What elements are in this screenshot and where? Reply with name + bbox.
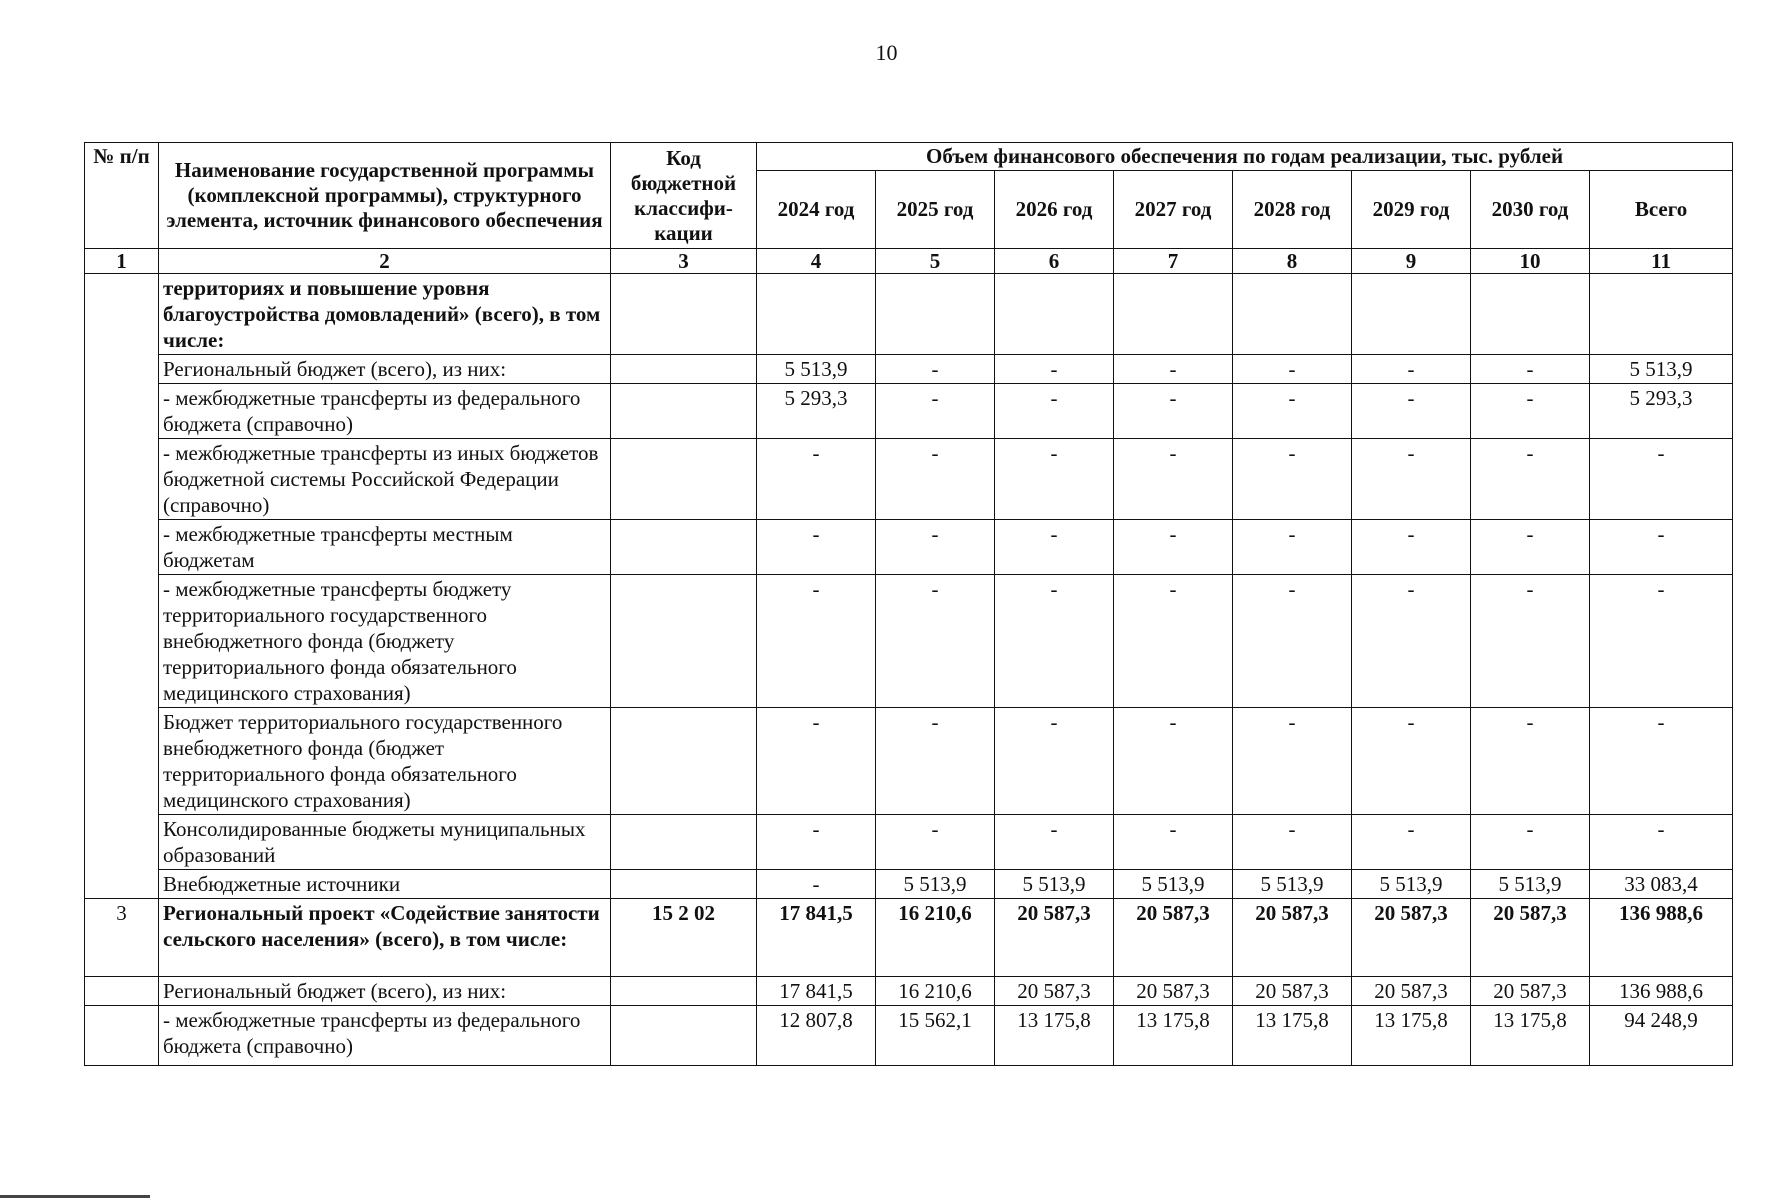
- row-name: территориях и повышение уровня благоустройства домовладений» (всего), в том числе:: [159, 274, 611, 355]
- header-total: Всего: [1590, 171, 1733, 249]
- column-number: 3: [611, 249, 757, 274]
- column-number: 1: [85, 249, 159, 274]
- row-value: -: [1471, 439, 1590, 520]
- column-number: 10: [1471, 249, 1590, 274]
- row-value: -: [876, 355, 995, 384]
- row-value: [995, 274, 1114, 355]
- row-value: [876, 274, 995, 355]
- column-number: 4: [757, 249, 876, 274]
- row-code: 15 2 02: [611, 899, 757, 977]
- row-name: - межбюджетные трансферты бюджету территориального государственного внебюджетного фонда (бюджету территориального фонда обязательного медицинского страхования): [159, 575, 611, 708]
- row-value: 16 210,6: [876, 899, 995, 977]
- column-number: 11: [1590, 249, 1733, 274]
- table-row: [85, 899, 1733, 977]
- row-code: [611, 274, 757, 355]
- row-value: -: [995, 708, 1114, 815]
- row-code: [611, 815, 757, 870]
- row-value: -: [876, 815, 995, 870]
- column-numbers-row: [85, 249, 1733, 274]
- row-value: -: [995, 384, 1114, 439]
- row-value: -: [876, 439, 995, 520]
- row-value: -: [757, 815, 876, 870]
- row-value: 5 513,9: [1233, 870, 1352, 899]
- row-total: -: [1590, 815, 1733, 870]
- row-value: 20 587,3: [1114, 899, 1233, 977]
- row-name: - межбюджетные трансферты из иных бюджетов бюджетной системы Российской Федерации (справочно): [159, 439, 611, 520]
- row-code: [611, 355, 757, 384]
- row-name: - межбюджетные трансферты из федерального бюджета (справочно): [159, 384, 611, 439]
- header-code: Код бюджетной классифи-кации: [611, 143, 757, 249]
- row-total: -: [1590, 520, 1733, 575]
- row-value: -: [757, 708, 876, 815]
- row-value: 20 587,3: [1352, 977, 1471, 1006]
- row-code: [611, 870, 757, 899]
- row-total: 94 248,9: [1590, 1006, 1733, 1066]
- row-value: 13 175,8: [1352, 1006, 1471, 1066]
- row-value: 20 587,3: [1471, 899, 1590, 977]
- row-code: [611, 439, 757, 520]
- row-value: -: [757, 575, 876, 708]
- table-row: [85, 815, 1733, 870]
- table-row: [85, 575, 1733, 708]
- row-value: [1352, 274, 1471, 355]
- row-code: [611, 1006, 757, 1066]
- row-value: -: [1233, 575, 1352, 708]
- column-number: 6: [995, 249, 1114, 274]
- row-code: [611, 977, 757, 1006]
- row-number: [85, 977, 159, 1006]
- header-num: № п/п: [85, 143, 159, 249]
- table-row: [85, 274, 1733, 355]
- financing-table: [84, 142, 1733, 1066]
- row-number: [85, 274, 159, 899]
- row-value: -: [1233, 439, 1352, 520]
- row-value: -: [1233, 815, 1352, 870]
- page-number: 10: [875, 40, 898, 65]
- row-value: -: [876, 384, 995, 439]
- row-value: -: [1114, 520, 1233, 575]
- table-row: [85, 708, 1733, 815]
- row-value: -: [1471, 384, 1590, 439]
- row-value: 17 841,5: [757, 899, 876, 977]
- table-row: [85, 977, 1733, 1006]
- row-total: 33 083,4: [1590, 870, 1733, 899]
- row-value: -: [1471, 520, 1590, 575]
- row-value: -: [995, 439, 1114, 520]
- row-value: -: [1471, 355, 1590, 384]
- row-value: -: [1114, 815, 1233, 870]
- row-value: -: [757, 870, 876, 899]
- row-value: -: [1114, 439, 1233, 520]
- row-total: 136 988,6: [1590, 977, 1733, 1006]
- row-total: 5 293,3: [1590, 384, 1733, 439]
- table-row: [85, 439, 1733, 520]
- header-volume: Объем финансового обеспечения по годам реализации, тыс. рублей: [757, 143, 1733, 171]
- row-value: [1233, 274, 1352, 355]
- row-value: 20 587,3: [995, 899, 1114, 977]
- row-number: 3: [85, 899, 159, 977]
- row-total: -: [1590, 575, 1733, 708]
- row-value: -: [1233, 355, 1352, 384]
- row-value: 20 587,3: [1233, 899, 1352, 977]
- row-code: [611, 575, 757, 708]
- header-year: 2029 год: [1352, 171, 1471, 249]
- header-year: 2026 год: [995, 171, 1114, 249]
- row-value: 16 210,6: [876, 977, 995, 1006]
- column-number: 8: [1233, 249, 1352, 274]
- column-number: 7: [1114, 249, 1233, 274]
- row-total: 5 513,9: [1590, 355, 1733, 384]
- column-number: 5: [876, 249, 995, 274]
- row-value: [1114, 274, 1233, 355]
- row-value: -: [757, 439, 876, 520]
- row-value: 5 513,9: [1471, 870, 1590, 899]
- table-row: [85, 355, 1733, 384]
- row-name: Бюджет территориального государственного внебюджетного фонда (бюджет территориального фонда обязательного медицинского страхования): [159, 708, 611, 815]
- row-code: [611, 384, 757, 439]
- row-total: -: [1590, 708, 1733, 815]
- row-value: 5 513,9: [757, 355, 876, 384]
- row-name: Внебюджетные источники: [159, 870, 611, 899]
- row-value: -: [1233, 708, 1352, 815]
- table-row: [85, 520, 1733, 575]
- row-value: 5 513,9: [1114, 870, 1233, 899]
- row-value: -: [1352, 708, 1471, 815]
- row-value: -: [1471, 708, 1590, 815]
- row-value: 20 587,3: [1114, 977, 1233, 1006]
- row-value: 13 175,8: [995, 1006, 1114, 1066]
- table-row: [85, 870, 1733, 899]
- column-number: 9: [1352, 249, 1471, 274]
- row-name: Региональный бюджет (всего), из них:: [159, 355, 611, 384]
- row-value: -: [1114, 384, 1233, 439]
- header-year: 2030 год: [1471, 171, 1590, 249]
- table-row: [85, 1006, 1733, 1066]
- row-value: -: [1114, 355, 1233, 384]
- row-code: [611, 708, 757, 815]
- row-value: -: [1352, 439, 1471, 520]
- row-value: 20 587,3: [1352, 899, 1471, 977]
- row-name: Региональный проект «Содействие занятости сельского населения» (всего), в том числе:: [159, 899, 611, 977]
- row-name: Региональный бюджет (всего), из них:: [159, 977, 611, 1006]
- row-value: -: [995, 575, 1114, 708]
- row-value: -: [1352, 815, 1471, 870]
- header-name: Наименование государственной программы (комплексной программы), структурного элемента, источник финансового обеспечения: [159, 143, 611, 249]
- scan-artifact-line: [0, 1195, 150, 1198]
- table-row: [85, 384, 1733, 439]
- row-value: -: [1352, 355, 1471, 384]
- row-name: - межбюджетные трансферты из федерального бюджета (справочно): [159, 1006, 611, 1066]
- row-total: 136 988,6: [1590, 899, 1733, 977]
- row-value: 20 587,3: [1471, 977, 1590, 1006]
- row-value: -: [876, 708, 995, 815]
- row-value: -: [1233, 384, 1352, 439]
- row-value: -: [1352, 384, 1471, 439]
- row-value: [757, 274, 876, 355]
- row-value: 17 841,5: [757, 977, 876, 1006]
- row-value: -: [995, 815, 1114, 870]
- row-value: -: [995, 520, 1114, 575]
- row-value: 12 807,8: [757, 1006, 876, 1066]
- column-number: 2: [159, 249, 611, 274]
- header-year: 2028 год: [1233, 171, 1352, 249]
- row-value: -: [1352, 575, 1471, 708]
- row-value: -: [876, 575, 995, 708]
- row-value: 13 175,8: [1233, 1006, 1352, 1066]
- row-name: Консолидированные бюджеты муниципальных образований: [159, 815, 611, 870]
- row-value: -: [876, 520, 995, 575]
- row-value: [1471, 274, 1590, 355]
- row-value: -: [1471, 575, 1590, 708]
- header-year: 2025 год: [876, 171, 995, 249]
- row-value: 13 175,8: [1114, 1006, 1233, 1066]
- row-value: -: [1233, 520, 1352, 575]
- row-total: [1590, 274, 1733, 355]
- row-value: 20 587,3: [1233, 977, 1352, 1006]
- row-name: - межбюджетные трансферты местным бюджетам: [159, 520, 611, 575]
- row-value: -: [1471, 815, 1590, 870]
- header-year: 2024 год: [757, 171, 876, 249]
- row-value: -: [757, 520, 876, 575]
- row-value: 5 293,3: [757, 384, 876, 439]
- row-total: -: [1590, 439, 1733, 520]
- row-value: 13 175,8: [1471, 1006, 1590, 1066]
- row-code: [611, 520, 757, 575]
- row-value: -: [1114, 708, 1233, 815]
- row-value: 5 513,9: [1352, 870, 1471, 899]
- row-value: -: [995, 355, 1114, 384]
- row-value: 5 513,9: [876, 870, 995, 899]
- row-value: 20 587,3: [995, 977, 1114, 1006]
- row-number: [85, 1006, 159, 1066]
- header-year: 2027 год: [1114, 171, 1233, 249]
- row-value: -: [1114, 575, 1233, 708]
- row-value: 5 513,9: [995, 870, 1114, 899]
- row-value: 15 562,1: [876, 1006, 995, 1066]
- row-value: -: [1352, 520, 1471, 575]
